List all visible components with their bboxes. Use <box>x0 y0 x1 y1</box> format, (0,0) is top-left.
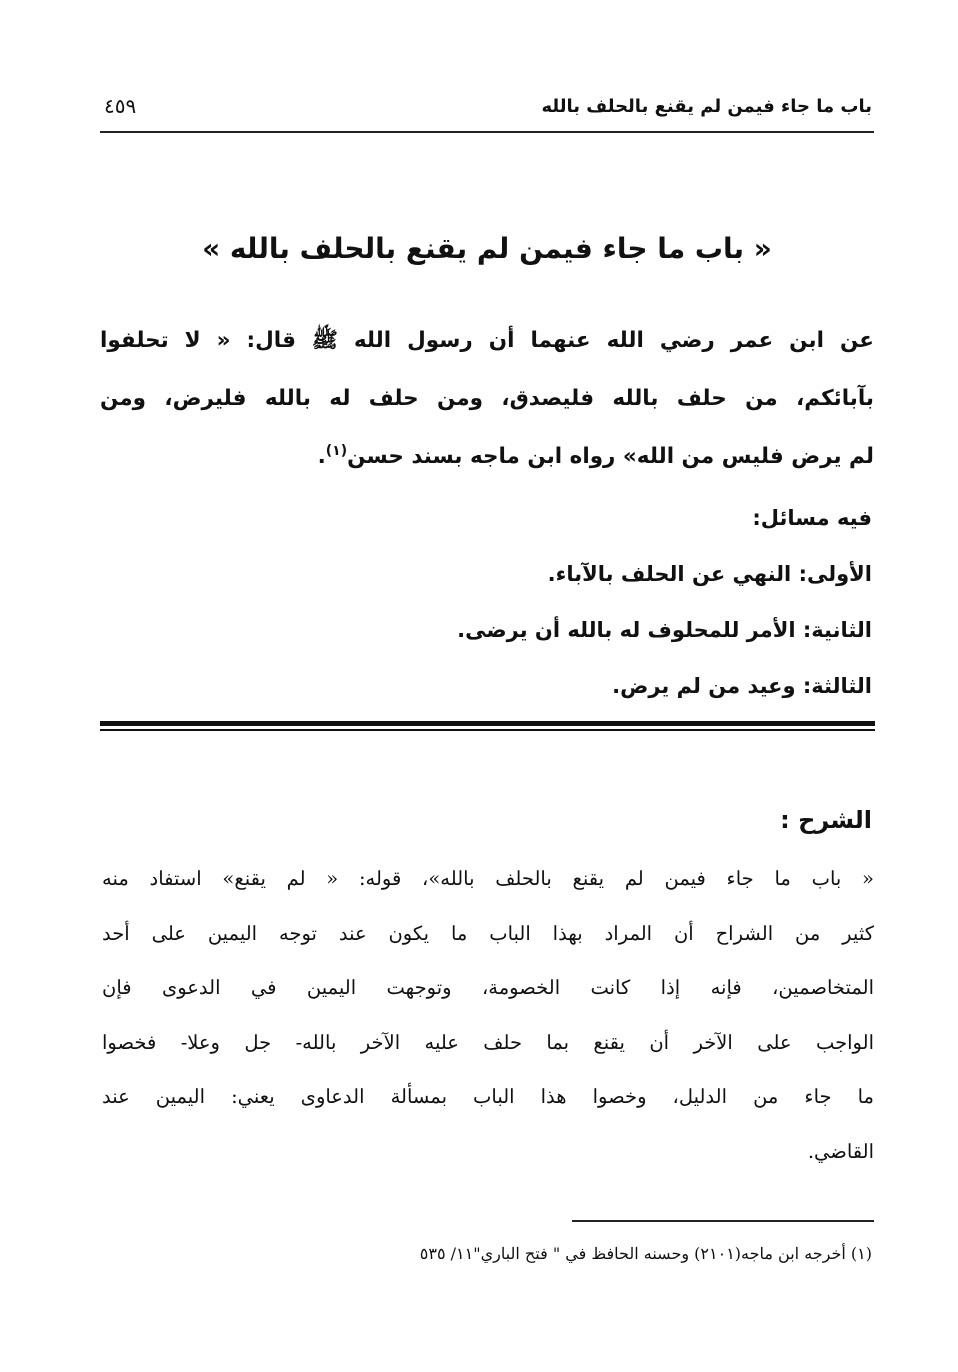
hadith-line: عن ابن عمر رضي الله عنهما أن رسول الله ﷺ قال: « لا تحلفوا <box>100 328 874 353</box>
hadith-end: . <box>317 444 326 469</box>
header-rule <box>100 131 874 133</box>
page-number: ٤٥٩ <box>104 94 137 118</box>
section-divider-thin <box>100 729 875 731</box>
sharh-heading: الشرح : <box>780 806 872 834</box>
sharh-text <box>102 852 874 1179</box>
sharh-line: القاضي. <box>807 1139 874 1163</box>
issue-item: الثالثة: وعيد من لم يرض. <box>612 674 872 698</box>
sharh-line: ما جاء من الدليل، وخصوا هذا الباب بمسألة الدعاوى يعني: اليمين عند <box>102 1085 874 1108</box>
hadith-line-text: لم يرض فليس من الله» رواه ابن ماجه بسند حسن <box>347 444 874 469</box>
sharh-line: الواجب على الآخر أن يقنع بما حلف عليه الآخر بالله- جل وعلا- فخصوا <box>102 1030 874 1054</box>
running-header <box>100 92 872 128</box>
sharh-line: كثير من الشراح أن المراد بهذا الباب ما يكون عند توجه اليمين على أحد <box>102 921 874 945</box>
footnote-marker: (١) <box>325 442 348 459</box>
issue-item: الأولى: النهي عن الحلف بالآباء. <box>547 562 872 586</box>
issues-heading: فيه مسائل: <box>752 506 872 530</box>
footnote-rule <box>572 1220 874 1222</box>
chapter-title: « باب ما جاء فيمن لم يقنع بالحلف بالله » <box>202 232 772 265</box>
hadith-line <box>100 428 874 486</box>
footnote-text: (١) أخرجه ابن ماجه(٢١٠١) وحسنه الحافظ في " فتح الباري"١١/ ٥٣٥ <box>419 1244 872 1263</box>
issue-item: الثانية: الأمر للمحلوف له بالله أن يرضى. <box>457 618 872 642</box>
hadith-text <box>100 312 874 486</box>
sharh-line: « باب ما جاء فيمن لم يقنع بالحلف بالله»، قوله: « لم يقنع» استفاد منه <box>102 867 874 890</box>
sharh-line: المتخاصمين، فإنه إذا كانت الخصومة، وتوجهت اليمين في الدعوى فإن <box>102 976 874 999</box>
running-title: باب ما جاء فيمن لم يقنع بالحلف بالله <box>541 96 872 117</box>
section-divider-thick <box>100 721 875 726</box>
hadith-line: بآبائكم، من حلف بالله فليصدق، ومن حلف له بالله فليرض، ومن <box>100 386 874 411</box>
